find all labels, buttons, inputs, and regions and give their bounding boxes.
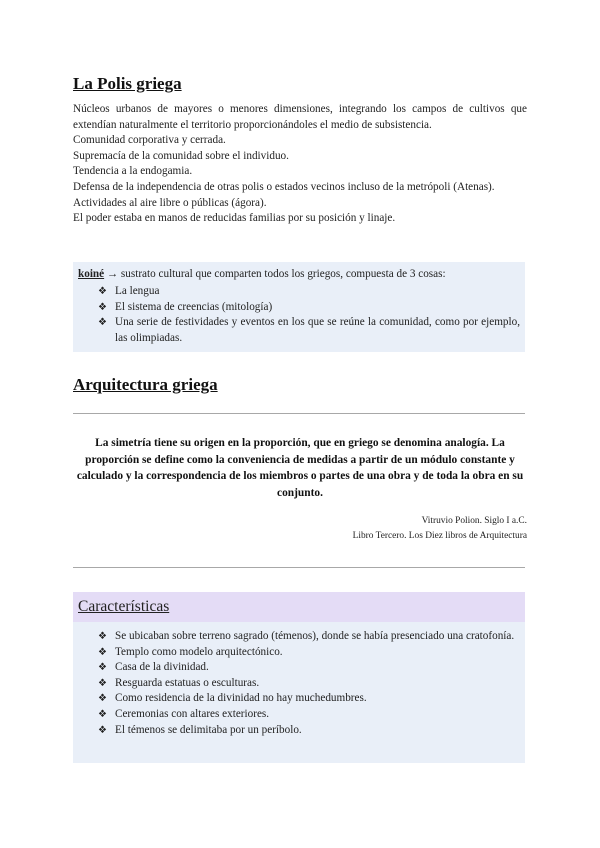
polis-title: La Polis griega [73,74,182,93]
caracteristicas-list [98,629,520,738]
list-item [98,707,520,723]
diamond-bullet-icon: ❖ [98,693,107,705]
list-item-text: La lengua [115,285,160,297]
koine-definition: sustrato cultural que comparten todos los griegos, compuesta de 3 cosas: [120,268,446,280]
koine-definition-line [78,268,446,280]
list-item-text: El témenos se delimitaba por un períbolo. [115,723,302,736]
quote-attribution-source: Libro Tercero. Los Diez libros de Arquitectura [352,531,527,541]
list-item [98,676,520,692]
diamond-bullet-icon: ❖ [98,724,107,736]
list-item-text: Se ubicaban sobre terreno sagrado (témenos), donde se había presenciado una cratofonía. [115,630,515,642]
diamond-bullet-icon: ❖ [98,662,107,674]
list-item-text: El sistema de creencias (mitología) [115,300,273,313]
diamond-bullet-icon: ❖ [98,286,107,297]
diamond-bullet-icon: ❖ [98,631,107,642]
polis-paragraph: Supremacía de la comunidad sobre el individuo. [73,149,289,162]
koine-term: koiné [78,268,105,280]
caracteristicas-box [73,622,525,763]
divider [73,413,525,414]
list-item-text: Templo como modelo arquitectónico. [115,645,283,658]
koine-box [73,262,525,352]
diamond-bullet-icon: ❖ [98,301,107,313]
polis-body [73,102,527,227]
diamond-bullet-icon: ❖ [98,646,107,658]
diamond-bullet-icon: ❖ [98,708,107,720]
list-item-text: Como residencia de la divinidad no hay muchedumbres. [115,692,367,705]
list-item [98,315,520,346]
caracteristicas-title: Características [78,598,170,615]
polis-paragraph: Tendencia a la endogamia. [73,165,193,178]
diamond-bullet-icon: ❖ [98,317,107,329]
koine-list [98,284,520,346]
list-item-text: Una serie de festividades y eventos en los que se reúne la comunidad, como por ejemplo, las olimpiadas. [115,316,520,344]
polis-paragraph: Actividades al aire libre o públicas (ágora). [73,196,267,209]
list-item [98,300,520,316]
polis-paragraph: Núcleos urbanos de mayores o menores dimensiones, integrando los campos de cultivos que extendían naturalmente el territorio proporcionándoles el medio de subsistencia. [73,103,527,131]
divider [73,567,525,568]
list-item-text: Casa de la divinidad. [115,661,209,674]
polis-paragraph: Comunidad corporativa y cerrada. [73,134,226,147]
list-item [98,629,520,645]
arquitectura-title: Arquitectura griega [73,375,218,394]
list-item-text: Ceremonias con altares exteriores. [115,707,270,720]
vitruvio-quote: La simetría tiene su origen en la proporción, que en griego se denomina analogía. La proporción se define como la conveniencia de medidas a partir de un módulo constante y calculado y la correspondencia de los miembros o partes de una obra y de toda la obra en su conjunto. [76,437,524,499]
list-item [98,660,520,676]
polis-paragraph: Defensa de la independencia de otras polis o estados vecinos incluso de la metrópoli (Atenas). [73,180,495,193]
arrow-icon: → [106,268,119,280]
list-item-text: Resguarda estatuas o esculturas. [115,676,260,689]
list-item [98,284,520,300]
list-item [98,723,520,739]
list-item [98,645,520,661]
diamond-bullet-icon: ❖ [98,677,107,689]
quote-attribution-author: Vitruvio Polion. Siglo I a.C. [421,516,527,526]
caracteristicas-header [73,592,525,622]
list-item [98,691,520,707]
polis-paragraph: El poder estaba en manos de reducidas familias por su posición y linaje. [73,212,396,225]
